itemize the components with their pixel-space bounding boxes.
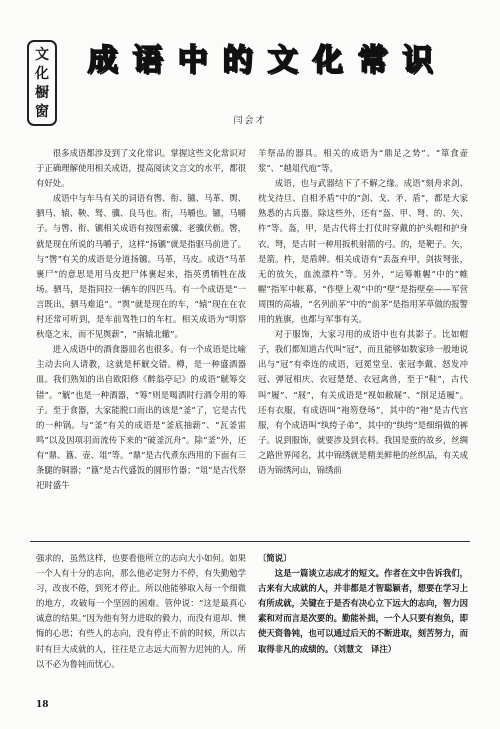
title-char: 成 xyxy=(87,43,118,78)
column-label-char: 文 xyxy=(35,46,49,63)
author-name: 闫会才 xyxy=(233,116,267,126)
paragraph: 成语中与车马有关的词语有辔、衔、镳、马革、舆、驷马、辕、鞅、驽、骥、良马也。衔，马嚼也。镳，马嚼子。与辔、衔、镳相关成语有按图索骥、老骥伏枥。辔，就是现在所说的马嚼子，这样“扬镳”就是指驱马前进了。与“辔”有关的成语是分道扬镳。马革，马皮。成语“马革裹尸”的意思是用马皮把尸体裹起来，指英勇牺牲在战场。驷马，是指同拉一辆车的四匹马。有一个成语是“一言既出，驷马难追”。“舆”就是现在的车，“辕”现在在农村还常可听到，是车前驾牲口的车杠。相关成语为“明察秋毫之末，而不见舆薪”，“南辕北辙”。 xyxy=(36,193,246,340)
title-char: 化 xyxy=(312,43,343,78)
paragraph: 进入成语中的酒食器皿名也很多。有一个成语是比喻主动去向人请教，这就是杯觥交错。樽，是一种盛酒器皿。我们熟知的出自欧阳修《醉翁亭记》的成语“觥筹交错”。“觥”也是一种酒器，“筹”则是喝酒时行酒令用的筹子。至于食器，大家能脱口而出的该是“釜”了，它是古代的一种锅。与“釜”有关的成语是“釜底抽薪”、“瓦釜雷鸣”以及因项羽而流传下来的“破釜沉舟”。除“釜”外，还有“鼎、簋、壶、俎”等。“鼎”是古代煮东西用的下面有三条腿的铜器；“簋”是古代盛饭的圆形竹器；“俎”是古代祭祀时盛牛 xyxy=(36,344,246,491)
paragraph: 羊祭品的器具。相关的成语为“鼎足之势”、“箪食壶浆”、“越俎代庖”等。 xyxy=(258,148,468,174)
title-char: 的 xyxy=(222,43,253,78)
column-label-char: 化 xyxy=(35,65,49,82)
title-char: 文 xyxy=(267,43,298,78)
column-label-char: 橱 xyxy=(35,84,49,101)
title-char: 中 xyxy=(177,43,208,78)
title-char: 识 xyxy=(402,43,433,78)
page-number: 18 xyxy=(36,700,49,710)
paragraph: 这是一篇谈立志成才的短文。作者在文中告诉我们，古来有大成就的人，并非都是才智聪颖者，想要在学习上有所成就，关键在于是否有决心立下远大的志向，智力因素和对而言是次要的。勤能补拙，一个人只要有抱负，即使天资鲁钝，也可以通过后天的不断进取，刻苦努力，而取得非凡的成绩的。（刘慧文 译注） xyxy=(258,568,468,654)
body-column-right xyxy=(258,146,468,532)
paragraph: 对于服饰，大家习用的成语中也有其影子。比如帽子，我们都知道古代叫“冠”，而且能够如数家珍一般地说出与“冠”有牵连的成语，冠冕堂皇、张冠李戴、怒发冲冠、弹冠相庆、衣冠楚楚、衣冠禽兽，至于“鞋”，古代叫“履”、“屐”，有关成语是“视如敝屣”、“削足适履”。还有衣服，有成语叫“袍笏登场”，其中的“袍”是古代官服，有个成语叫“纨绔子弟”，其中的“纨绔”是细绢做的裤子。说到服饰，就要涉及到衣料。我国是蚕的故乡，丝绸之路世界闻名，其中锦绣就是精美鲜艳的丝织品，有关成语为锦绣河山，锦绣前 xyxy=(258,329,468,475)
section-divider xyxy=(30,541,470,542)
translation-column xyxy=(36,551,246,693)
commentary-heading: 〔简说〕 xyxy=(258,553,292,563)
article-title xyxy=(0,43,500,78)
column-label-char: 窗 xyxy=(35,103,49,120)
commentary-column xyxy=(258,551,468,693)
body-column-left xyxy=(36,146,246,532)
title-char: 常 xyxy=(357,43,388,78)
title-char: 语 xyxy=(132,43,163,78)
paragraph: 很多成语都涉及到了文化常识。掌握这些文化常识对于正确理解使用相关成语，提高阅读文言文的水平，都很有好处。 xyxy=(36,148,246,189)
paragraph: 成语，也与武器结下了不解之缘。成语“刻舟求剑、枕戈待旦、自相矛盾”中的“剑、戈、矛、盾”，都是大家熟悉的古兵器。除这些外，还有“盔、甲、弩、的、矢、杵”等。盔，甲，是古代将士打仗时穿戴的护头帽和护身衣。弩，是古时一种用扳机射箭的弓。的，是靶子。矢，是箭。杵，是盾牌。相关成语有“丢盔弃甲，剑拔弩张，无的放矢，血流漂杵”等。另外，“运筹帷幄”中的“帷幄”指军中帐幕，“作壁上观”中的“壁”是指壁垒——军营周围的高墙，“名列前茅”中的“前茅”是指用茅草做的报警用的旌旗，也都与军事有关。 xyxy=(258,178,468,325)
paragraph: 强求的，虽然这样，也要看他所立的志向大小如何。如果一个人有十分的志向，那么他必定努力不停，有失勤勉学习，改夜不倦，到死才停止。所以他能够取入每一个细微的地方，攻破每一个坚固的困难。管仲说：“这是最真心诚意的结果。”因为他有努力进取的毅力，而没有退却、懊悔的心思；有些人的志向，没有停止不前的时候，所以古时有巨大成就的人，往往是立志远大而智力迟钝的人。所以不必为鲁钝而忧心。 xyxy=(36,553,246,669)
